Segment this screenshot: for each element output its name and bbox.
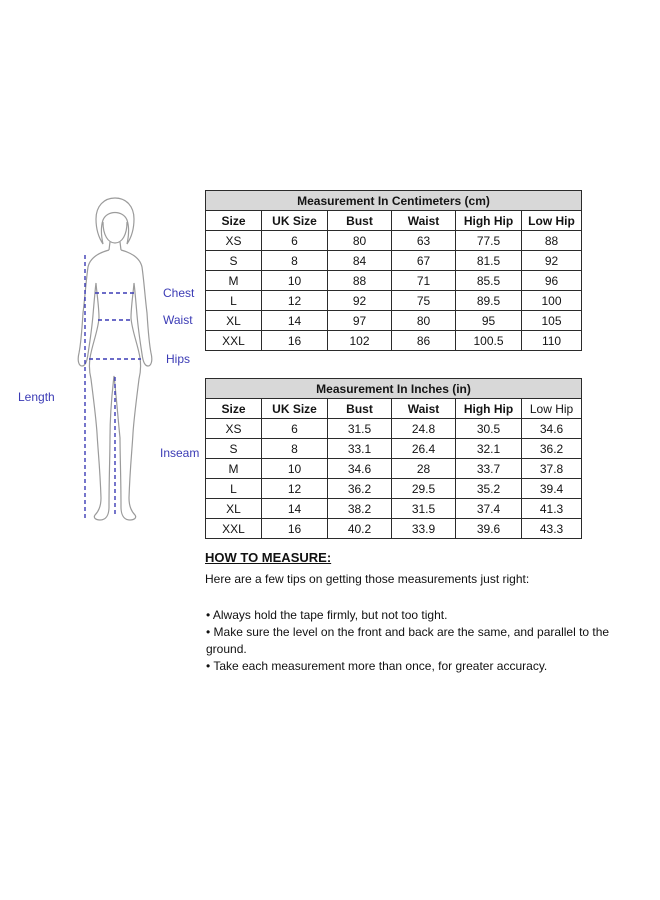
table-cell: L (206, 479, 262, 499)
table-cell: 26.4 (392, 439, 456, 459)
length-label: Length (18, 390, 55, 404)
table-title: Measurement In Centimeters (cm) (206, 191, 582, 211)
chest-label: Chest (163, 286, 195, 300)
table-cell: 105 (522, 311, 582, 331)
table-cell: 40.2 (328, 519, 392, 539)
table-cell: 81.5 (456, 251, 522, 271)
table-cell: 33.9 (392, 519, 456, 539)
tip-item: • Take each measurement more than once, for greater accuracy. (206, 659, 548, 673)
table-cell: 33.7 (456, 459, 522, 479)
table-cell: 84 (328, 251, 392, 271)
table-cell: S (206, 251, 262, 271)
table-cell: 37.4 (456, 499, 522, 519)
table-cell: 92 (328, 291, 392, 311)
waist-label: Waist (163, 313, 193, 327)
table-cell: 34.6 (328, 459, 392, 479)
table-row (206, 499, 582, 519)
table-cell: XXL (206, 519, 262, 539)
table-row (206, 271, 582, 291)
table-cell: 16 (262, 331, 328, 351)
table-cell: 67 (392, 251, 456, 271)
tip-item: • Always hold the tape firmly, but not too tight. (206, 608, 448, 622)
table-cell: 86 (392, 331, 456, 351)
table-cell: 12 (262, 291, 328, 311)
size-table-inches (205, 378, 582, 539)
table-cell: 12 (262, 479, 328, 499)
table-row (206, 331, 582, 351)
tip-item: • Make sure the level on the front and back are the same, and parallel to the ground. (206, 625, 610, 656)
table-row (206, 439, 582, 459)
hips-label: Hips (166, 352, 191, 366)
table-title: Measurement In Inches (in) (206, 379, 582, 399)
column-header: UK Size (262, 399, 328, 419)
table-row (206, 519, 582, 539)
table-cell: 37.8 (522, 459, 582, 479)
table-cell: 89.5 (456, 291, 522, 311)
how-to-measure-title: HOW TO MEASURE: (205, 550, 332, 565)
table-row (206, 419, 582, 439)
column-header: Bust (328, 211, 392, 231)
table-cell: 14 (262, 311, 328, 331)
table-cell: M (206, 459, 262, 479)
table-cell: 85.5 (456, 271, 522, 291)
table-cell: 92 (522, 251, 582, 271)
table-row (206, 459, 582, 479)
column-header: Size (206, 211, 262, 231)
table-cell: 77.5 (456, 231, 522, 251)
table-cell: M (206, 271, 262, 291)
table-cell: 30.5 (456, 419, 522, 439)
table-cell: 6 (262, 231, 328, 251)
table-cell: 32.1 (456, 439, 522, 459)
table-cell: 31.5 (328, 419, 392, 439)
table-row (206, 231, 582, 251)
table-cell: 36.2 (522, 439, 582, 459)
size-table-cm (205, 190, 582, 351)
inseam-label: Inseam (160, 446, 200, 460)
table-cell: 10 (262, 459, 328, 479)
column-header: UK Size (262, 211, 328, 231)
body-measurement-figure (45, 193, 185, 533)
table-cell: XL (206, 311, 262, 331)
table-row (206, 311, 582, 331)
table-cell: 24.8 (392, 419, 456, 439)
measure-tips-list (206, 607, 646, 675)
table-cell: 75 (392, 291, 456, 311)
table-cell: 6 (262, 419, 328, 439)
table-cell: 80 (328, 231, 392, 251)
table-cell: 102 (328, 331, 392, 351)
column-header: Bust (328, 399, 392, 419)
table-cell: 39.6 (456, 519, 522, 539)
table-cell: 35.2 (456, 479, 522, 499)
table-cell: 29.5 (392, 479, 456, 499)
column-header: High Hip (456, 399, 522, 419)
table-cell: 8 (262, 439, 328, 459)
column-header: Waist (392, 399, 456, 419)
column-header: Waist (392, 211, 456, 231)
figure-face (103, 222, 127, 243)
table-cell: 34.6 (522, 419, 582, 439)
table-cell: XXL (206, 331, 262, 351)
table-cell: 8 (262, 251, 328, 271)
table-cell: 36.2 (328, 479, 392, 499)
table-cell: S (206, 439, 262, 459)
table-cell: 41.3 (522, 499, 582, 519)
table-cell: 33.1 (328, 439, 392, 459)
table-row (206, 291, 582, 311)
table-cell: 100.5 (456, 331, 522, 351)
table-cell: 95 (456, 311, 522, 331)
table-cell: XS (206, 419, 262, 439)
table-cell: 100 (522, 291, 582, 311)
table-row (206, 479, 582, 499)
table-cell: 16 (262, 519, 328, 539)
table-cell: 88 (522, 231, 582, 251)
table-cell: 10 (262, 271, 328, 291)
table-cell: 39.4 (522, 479, 582, 499)
table-cell: 96 (522, 271, 582, 291)
table-cell: 28 (392, 459, 456, 479)
table-cell: 80 (392, 311, 456, 331)
column-header: High Hip (456, 211, 522, 231)
how-to-measure-intro: Here are a few tips on getting those measurements just right: (205, 572, 530, 586)
table-cell: 43.3 (522, 519, 582, 539)
column-header: Low Hip (522, 399, 582, 419)
table-cell: 110 (522, 331, 582, 351)
table-cell: 63 (392, 231, 456, 251)
table-cell: 88 (328, 271, 392, 291)
table-cell: XS (206, 231, 262, 251)
table-cell: 97 (328, 311, 392, 331)
table-cell: 31.5 (392, 499, 456, 519)
column-header: Low Hip (522, 211, 582, 231)
table-cell: 14 (262, 499, 328, 519)
column-header: Size (206, 399, 262, 419)
table-cell: 38.2 (328, 499, 392, 519)
table-cell: 71 (392, 271, 456, 291)
table-row (206, 251, 582, 271)
table-cell: XL (206, 499, 262, 519)
figure-hair (96, 198, 134, 244)
table-cell: L (206, 291, 262, 311)
